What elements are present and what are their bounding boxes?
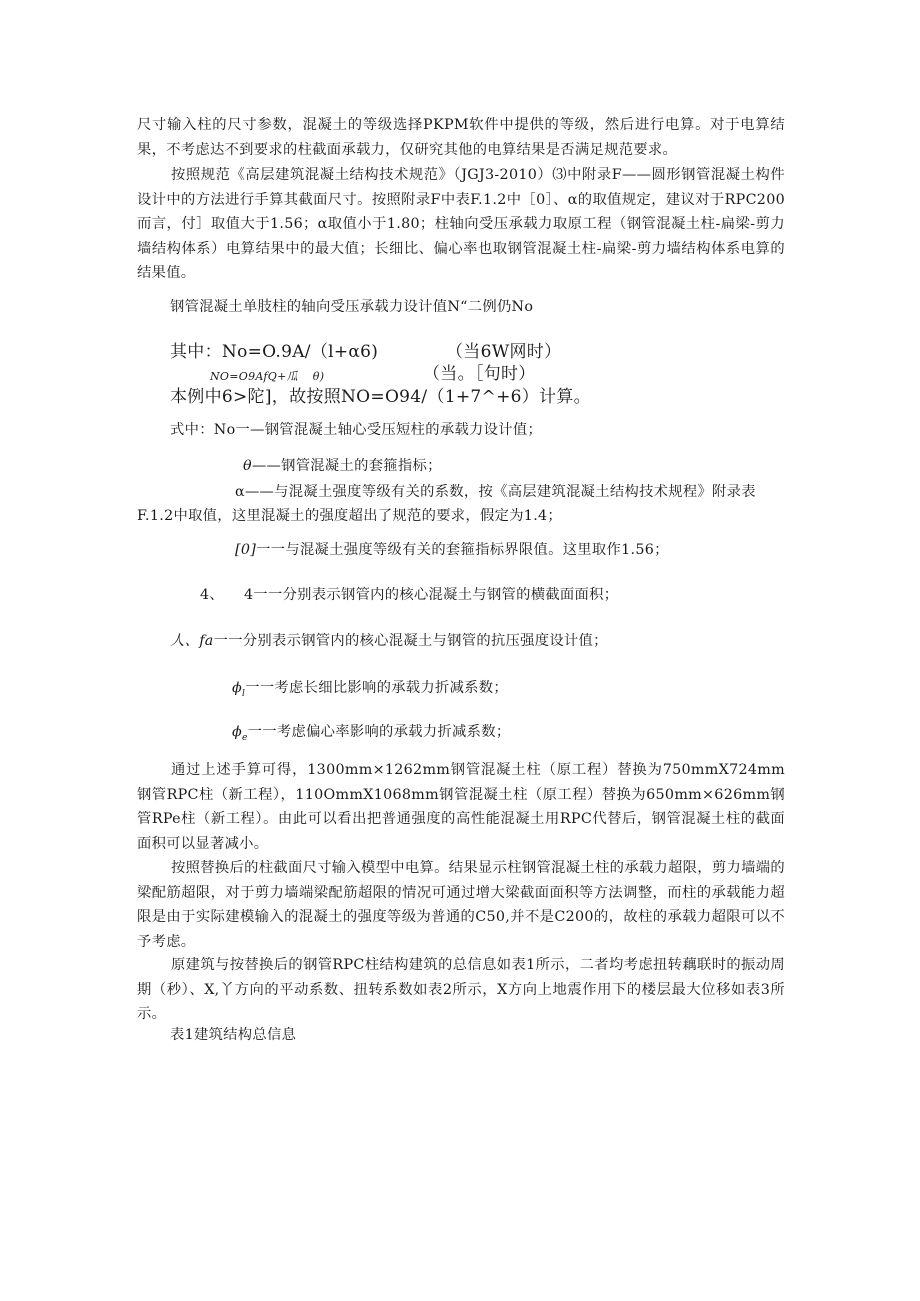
paragraph-calculation-result: 通过上述手算可得，1300mm×1262mm钢管混凝土柱（原工程）替换为750mmX724mm钢管RPC柱（新工程），110OmmX1068mm钢管混凝土柱（原工程）替换为650mm×626mm钢管RPe柱（新工程）。由此可以看出把普通强度的高性能混凝土用RPC代替后，钢管混凝土柱的截面面积可以显著减小。 xyxy=(137,762,785,852)
definition-alpha-continued: F.1.2中取值，这里混凝土的强度超出了规范的要求，假定为1.4； xyxy=(137,508,563,524)
definition-phi-l xyxy=(232,678,508,704)
definition-alpha: α——与混凝土强度等级有关的系数，按《高层建筑混凝土结构技术规程》附录表 xyxy=(235,484,756,500)
area-symbol: 4、 xyxy=(200,587,224,603)
formula-1-condition: （当6W网时） xyxy=(446,342,562,362)
paragraph-code-method: 按照规范《高层建筑混凝土结构技术规范》（JGJ3-2010）⑶中附录F——圆形钢管混凝土构件设计中的方法进行手算其截面尺寸。按照附录F中表F.1.2中［0］、α的取值规定，建议对于RPC200而言，付］取值大于1.56；α取值小于1.80；柱轴向受压承载力取原工程（钢管混凝土柱-扁梁-剪力墙结构体系）电算结果中的最大值；长细比、偏心率也取钢管混凝土柱-扁梁-剪力墙结构体系电算的结果值。 xyxy=(137,167,785,281)
formula-2-left xyxy=(210,366,324,387)
definition-theta0-text: 一一与混凝土强度等级有关的套箍指标界限值。这里取作1.56； xyxy=(256,542,669,558)
formula-2-condition: （当。［句时） xyxy=(423,364,536,384)
definition-theta xyxy=(243,456,442,476)
formula-2-expression: NO=O9AfQ+瓜 xyxy=(210,370,298,383)
strength-symbol: 人、fa xyxy=(170,633,214,649)
theta0-symbol: [0] xyxy=(235,542,257,558)
table-caption: 表1建筑结构总信息 xyxy=(170,1027,297,1043)
phi-e-symbol: ϕ xyxy=(232,724,243,740)
paragraph-model-result: 按照替换后的柱截面尺寸输入模型中电算。结果显示柱钢管混凝土柱的承载力超限，剪力墙端的梁配筋超限，对于剪力墙端梁配筋超限的情况可通过增大梁截面面积等方法调整，而柱的承载能力超限是由于实际建模输入的混凝土的强度等级为普通的C50,并不是C200的，故柱的承载力超限可以不予考虑。 xyxy=(137,860,785,950)
definition-strength-text: 一一分别表示钢管内的核心混凝土与钢管的抗压强度设计值； xyxy=(213,633,608,649)
formula-2-theta: θ) xyxy=(312,370,325,383)
definition-phi-e-text: 一一考虑偏心率影响的承载力折减系数； xyxy=(247,724,511,740)
paragraph-summary-info: 原建筑与按替换后的钢管RPC柱结构建筑的总信息如表1所示，二者均考虑扭转藕联时的振动周期（秒）、X,丫方向的平动系数、扭转系数如表2所示，X方向上地震作用下的楼层最大位移如表3所示。 xyxy=(137,957,785,1022)
definition-theta0 xyxy=(235,540,669,560)
design-value-line: 钢管混凝土单肢柱的轴向受压承载力设计值N“二例仍No xyxy=(170,299,534,315)
formula-1-left: 其中：No=O.9A/（l+α6) xyxy=(170,342,379,362)
phi-e-subscript: e xyxy=(242,732,248,743)
definition-phi-e xyxy=(232,722,510,748)
definition-strength xyxy=(170,631,608,651)
definition-phi-l-text: 一一考虑长细比影响的承载力折减系数； xyxy=(245,680,508,696)
theta-symbol: θ xyxy=(243,458,252,474)
definition-area-text: 4一一分别表示钢管内的核心混凝土与钢管的横截面面积； xyxy=(244,587,619,603)
definition-no: 式中：No一—钢管混凝土轴心受压短柱的承载力设计值； xyxy=(170,422,543,438)
definition-theta-text: ——钢管混凝土的套箍指标； xyxy=(251,458,442,474)
phi-l-subscript: l xyxy=(242,688,246,699)
definition-area xyxy=(200,585,618,605)
paragraph-intro: 尺寸输入柱的尺寸参数，混凝土的等级选择PKPM软件中提供的等级，然后进行电算。对于电算结果，不考虑达不到要求的柱截面承载力，仅研究其他的电算结果是否满足规范要求。 xyxy=(137,117,785,158)
formula-3-line: 本例中6>陀]，故按照NO=O94/（1+7^+6）计算。 xyxy=(170,387,591,407)
phi-l-symbol: ϕ xyxy=(232,680,243,696)
